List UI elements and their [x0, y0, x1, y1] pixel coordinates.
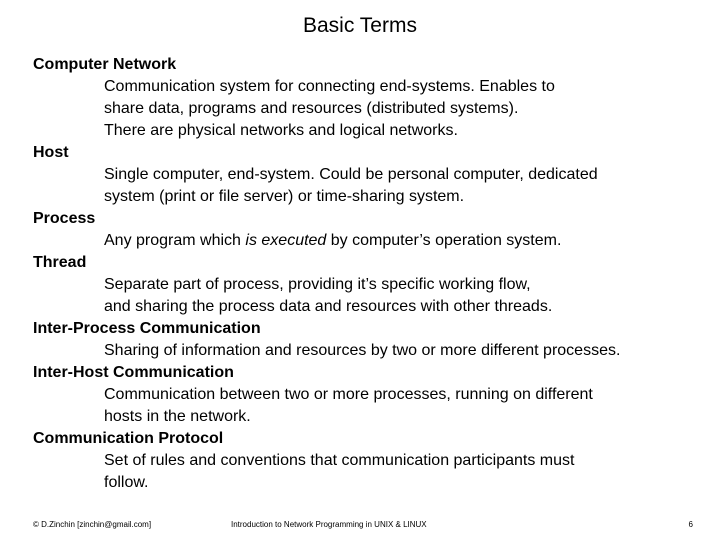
definition-line: system (print or file server) or time-sharing system. [104, 188, 465, 205]
term-definition [33, 76, 703, 142]
definition-line: Set of rules and conventions that communication participants must [104, 452, 575, 469]
term-heading: Process [33, 210, 96, 227]
term-definition [33, 274, 703, 318]
definition-line: and sharing the process data and resources with other threads. [104, 298, 553, 315]
term-definition [33, 230, 703, 252]
definition-line: Sharing of information and resources by two or more different processes. [104, 342, 621, 359]
term-heading: Communication Protocol [33, 430, 224, 447]
page-number: 6 [688, 520, 693, 529]
term-definition [33, 384, 703, 428]
term-heading: Computer Network [33, 56, 177, 73]
definition-line: Single computer, end-system. Could be personal computer, dedicated [104, 166, 598, 183]
term-heading: Host [33, 144, 69, 161]
term-heading: Inter-Process Communication [33, 320, 261, 337]
definition-line: There are physical networks and logical networks. [104, 122, 458, 139]
slide-footer [33, 520, 693, 532]
definition-line: Communication between two or more processes, running on different [104, 386, 593, 403]
term-heading: Inter-Host Communication [33, 364, 234, 381]
definition-line: Communication system for connecting end-systems. Enables to [104, 78, 555, 95]
footer-course: Introduction to Network Programming in UNIX & LINUX [231, 520, 427, 529]
term-definition [33, 340, 703, 362]
definition-line: share data, programs and resources (distributed systems). [104, 100, 519, 117]
term-definition [33, 164, 703, 208]
definition-line: follow. [104, 474, 149, 491]
definition-line: Separate part of process, providing it’s specific working flow, [104, 276, 531, 293]
term-definition [33, 450, 703, 494]
term-heading: Thread [33, 254, 87, 271]
footer-author: © D.Zinchin [zinchin@gmail.com] [33, 520, 152, 529]
definition-line: Any program which is executed by computer’s operation system. [104, 232, 562, 249]
terms-list [33, 54, 703, 494]
slide-title: Basic Terms [303, 14, 417, 37]
definition-line: hosts in the network. [104, 408, 251, 425]
